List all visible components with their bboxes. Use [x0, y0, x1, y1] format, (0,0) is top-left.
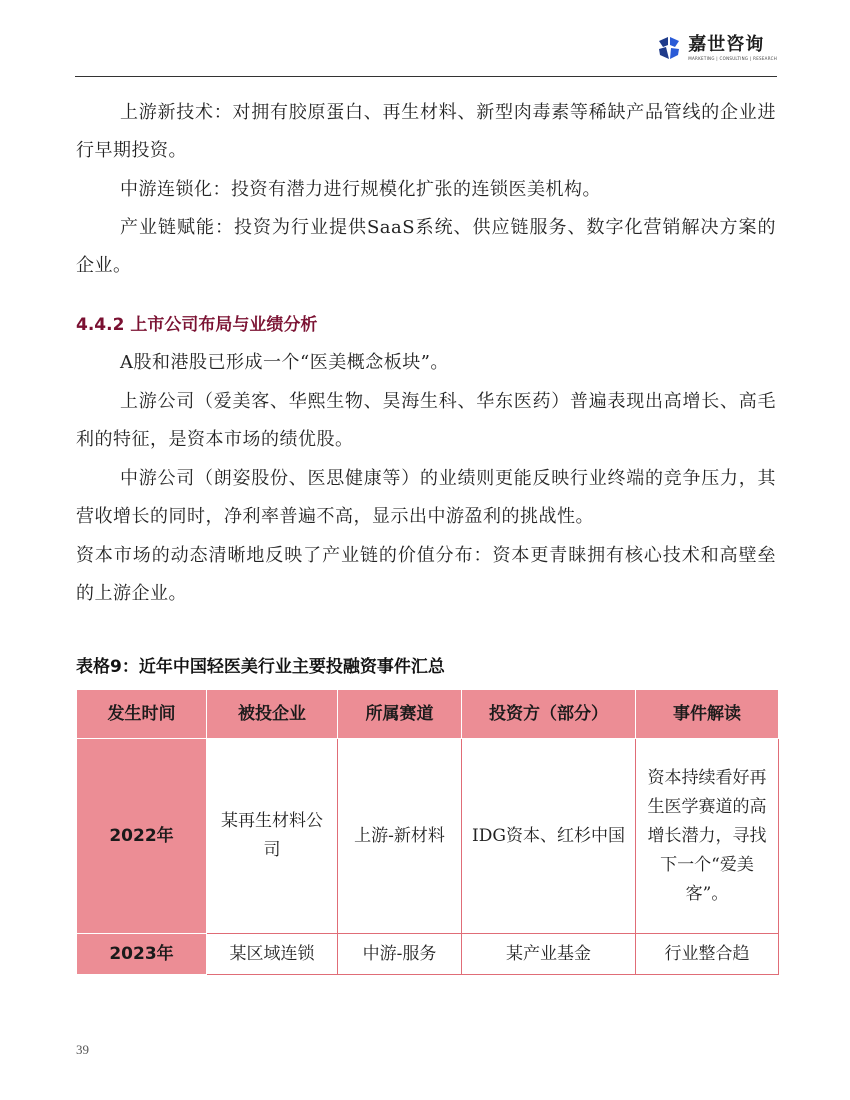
section-heading: 4.4.2 上市公司布局与业绩分析	[76, 315, 318, 335]
page-number: 39	[76, 1042, 89, 1057]
column-header: 投资方（部分）	[462, 690, 636, 739]
paragraph-midstream-companies: 中游公司（朗姿股份、医思健康等）的业绩则更能反映行业终端的竞争压力，其营收增长的同时，净利率普遍不高，显示出中游盈利的挑战性。	[76, 468, 776, 527]
jiashi-logo-icon	[656, 35, 682, 61]
table-cell: IDG资本、红杉中国	[462, 739, 636, 934]
table-cell: 行业整合趋	[636, 934, 779, 975]
table-cell: 某再生材料公司	[207, 739, 338, 934]
table-row	[77, 739, 779, 934]
paragraph-upstream-companies: 上游公司（爱美客、华熙生物、昊海生科、华东医药）普遍表现出高增长、高毛利的特征，是资本市场的绩优股。	[76, 391, 776, 450]
paragraph-industry-enable: 产业链赋能：投资为行业提供SaaS系统、供应链服务、数字化营销解决方案的企业。	[76, 217, 776, 276]
table-cell: 中游-服务	[338, 934, 462, 975]
brand-name: 嘉世咨询	[688, 34, 765, 55]
column-header: 发生时间	[77, 690, 207, 739]
table-cell: 上游-新材料	[338, 739, 462, 934]
table-caption: 表格9：近年中国轻医美行业主要投融资事件汇总	[76, 657, 445, 677]
column-header: 事件解读	[636, 690, 779, 739]
table-cell-year: 2023年	[77, 934, 207, 975]
table-row	[77, 934, 779, 975]
paragraph-capital-market: 资本市场的动态清晰地反映了产业链的价值分布：资本更青睐拥有核心技术和高壁垒的上游企业。	[76, 545, 776, 604]
paragraph-upstream-tech: 上游新技术：对拥有胶原蛋白、再生材料、新型肉毒素等稀缺产品管线的企业进行早期投资。	[76, 102, 776, 161]
paragraph-midstream-chain: 中游连锁化：投资有潜力进行规模化扩张的连锁医美机构。	[120, 179, 601, 200]
table-cell: 某产业基金	[462, 934, 636, 975]
brand-logo	[656, 34, 777, 62]
table-cell: 资本持续看好再生医学赛道的高增长潜力，寻找下一个“爱美客”。	[636, 739, 779, 934]
table-header-row	[77, 690, 779, 739]
column-header: 被投企业	[207, 690, 338, 739]
table-cell: 某区域连锁	[207, 934, 338, 975]
page-header	[75, 30, 777, 77]
investment-events-table	[76, 689, 779, 975]
table-cell-year: 2022年	[77, 739, 207, 934]
brand-tagline: MARKETING | CONSULTING | RESEARCH	[688, 56, 777, 61]
column-header: 所属赛道	[338, 690, 462, 739]
paragraph-concept-board: A股和港股已形成一个“医美概念板块”。	[120, 352, 449, 373]
